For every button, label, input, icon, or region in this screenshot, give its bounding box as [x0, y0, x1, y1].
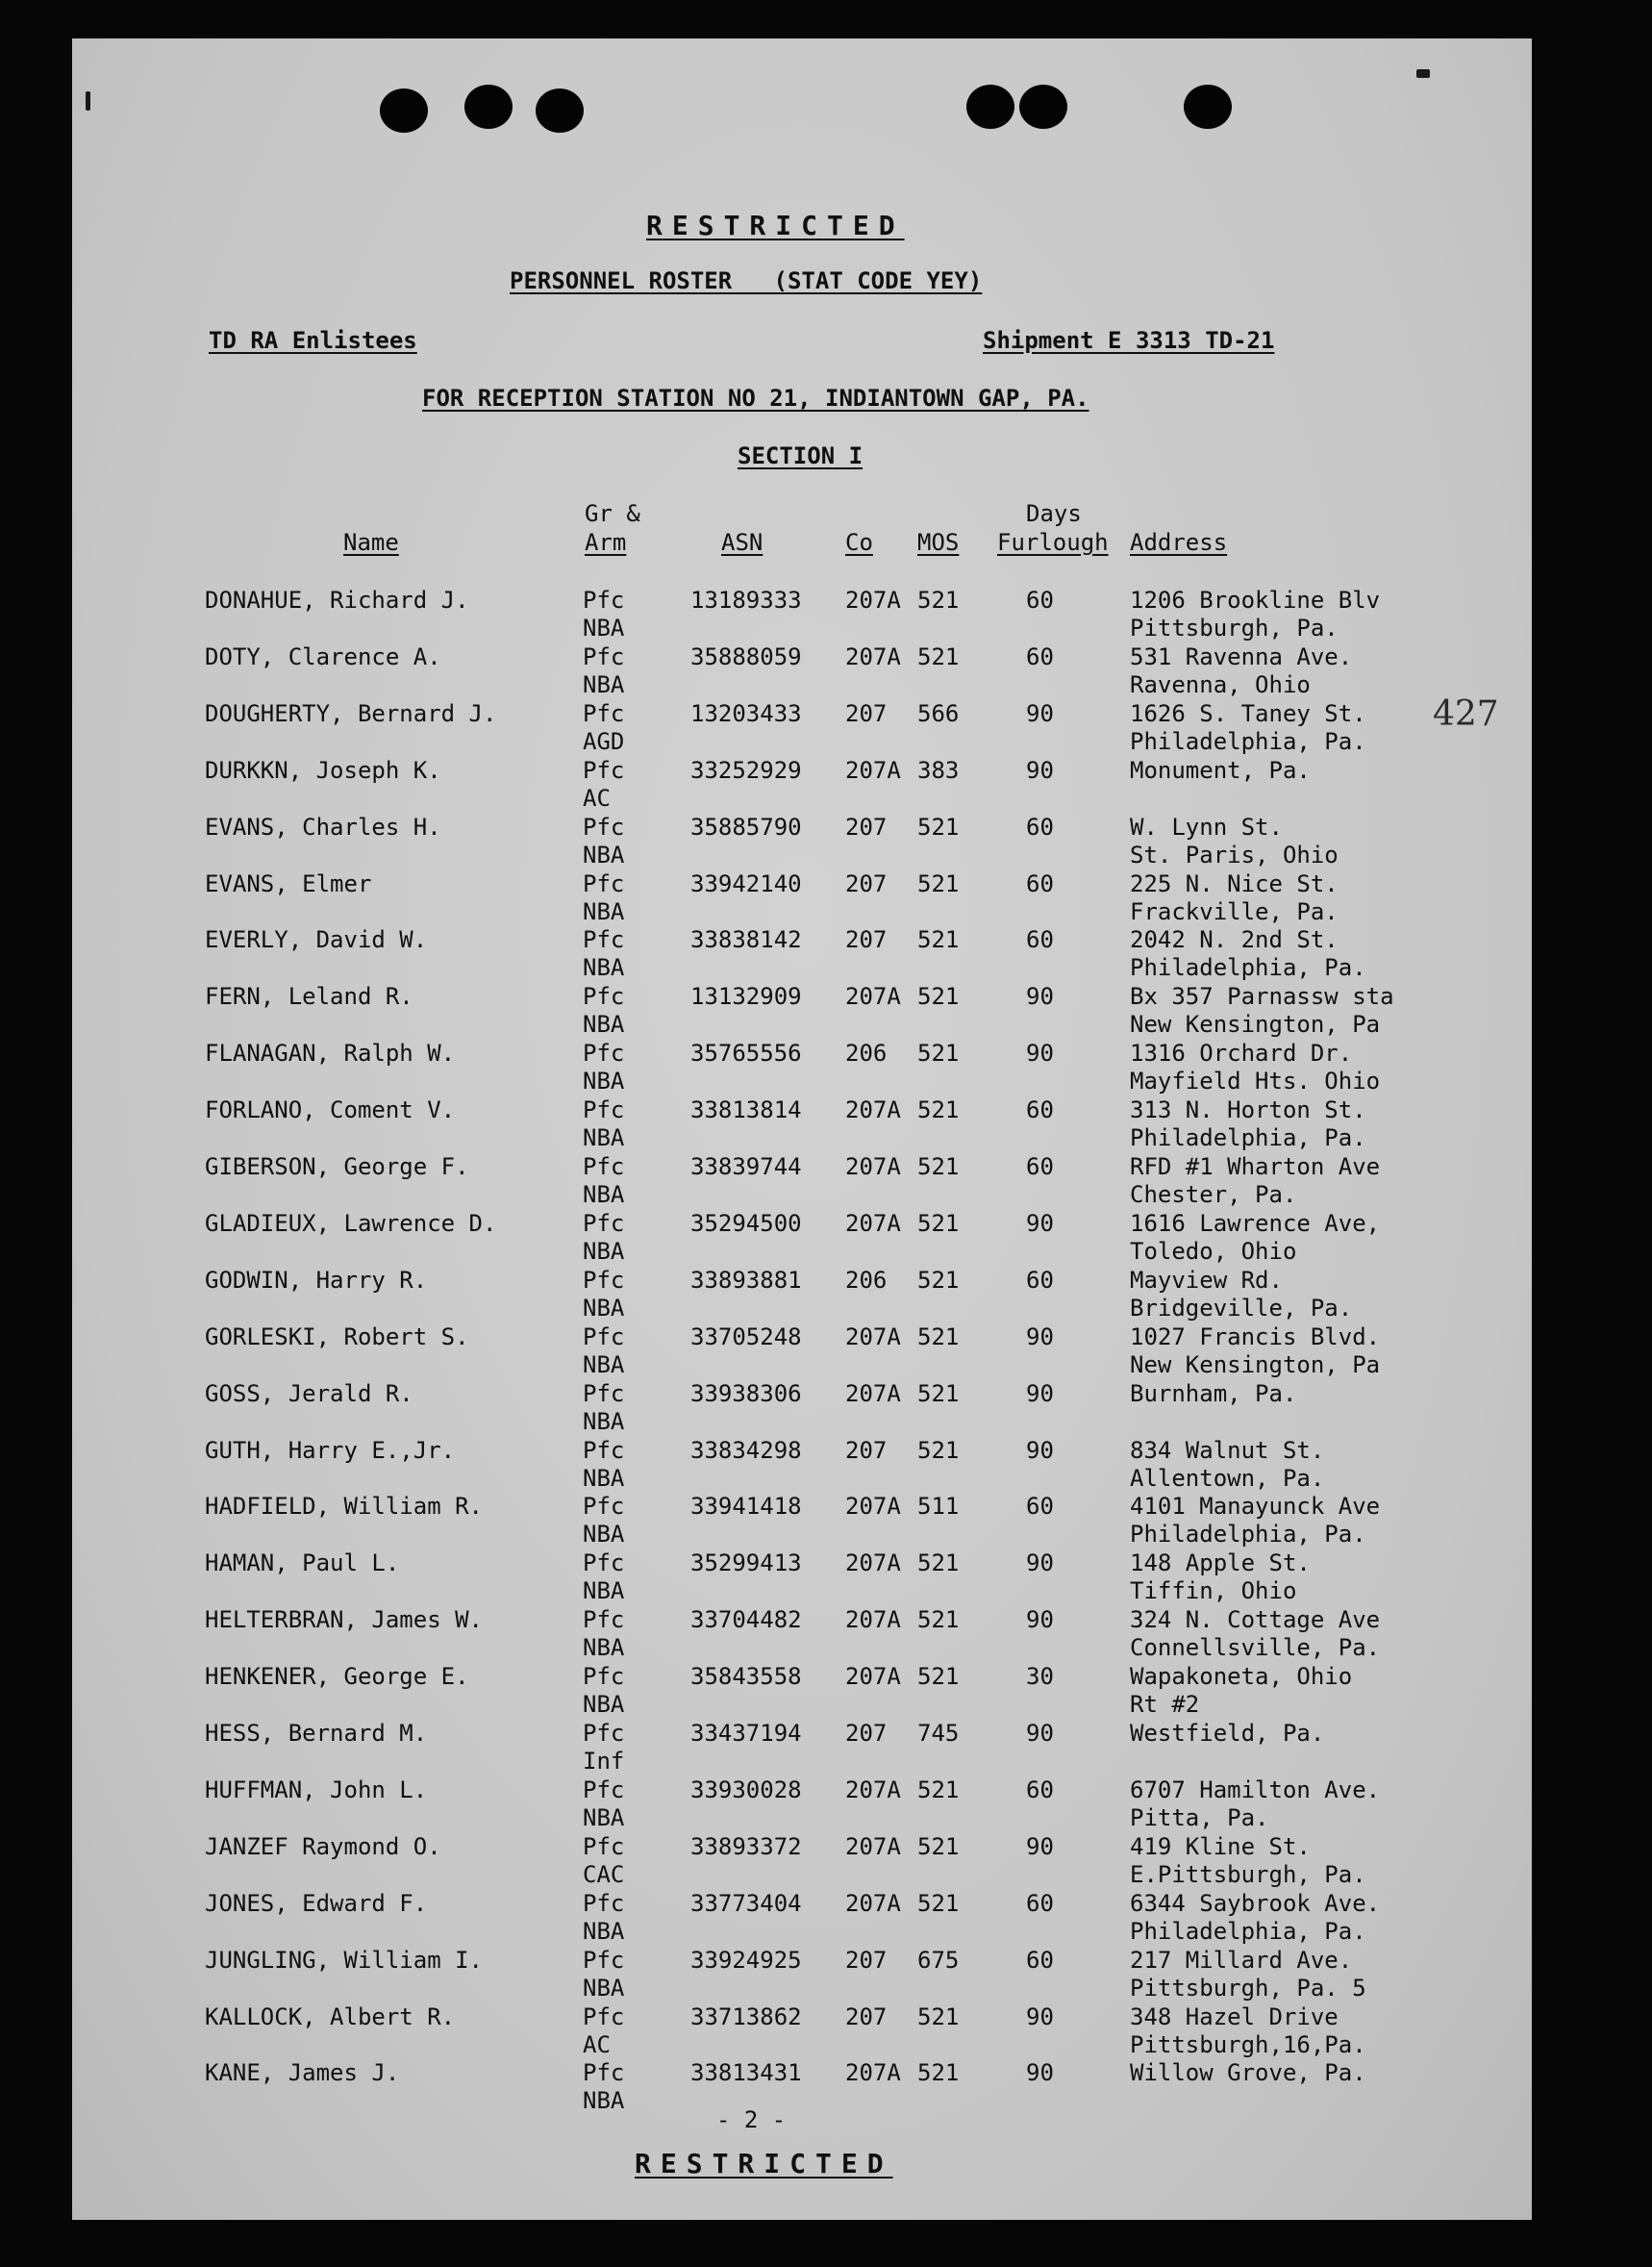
roster-asn: 33437194	[690, 1720, 802, 1747]
roster-mos: 675	[917, 1946, 960, 1974]
roster-furlough-days: 60	[1026, 1493, 1054, 1521]
roster-name: GLADIEUX, Lawrence D.	[205, 1209, 497, 1237]
roster-address-line2: Pittsburgh, Pa. 5	[1130, 1974, 1366, 2002]
roster-grade: Pfc	[583, 1379, 625, 1407]
roster-asn: 35765556	[690, 1040, 802, 1068]
roster-address-line1: Westfield, Pa.	[1130, 1720, 1325, 1747]
table-row	[72, 1720, 1532, 1776]
roster-address-line1: Bx 357 Parnassw sta	[1130, 983, 1394, 1011]
roster-company: 207A	[845, 1606, 901, 1634]
roster-grade: Pfc	[583, 1776, 625, 1803]
roster-name: EVANS, Elmer	[205, 869, 372, 897]
table-row	[72, 1493, 1532, 1549]
roster-arm: CAC	[583, 1860, 625, 1888]
roster-name: GOSS, Jerald R.	[205, 1379, 413, 1407]
col-mos: MOS	[917, 529, 960, 556]
roster-company: 207A	[845, 587, 901, 614]
roster-arm: NBA	[583, 1691, 625, 1719]
roster-address-line2: Philadelphia, Pa.	[1130, 1521, 1366, 1549]
roster-arm: NBA	[583, 1350, 625, 1378]
roster-address-line1: 834 Walnut St.	[1130, 1436, 1325, 1464]
roster-furlough-days: 60	[1026, 869, 1054, 897]
roster-asn: 35294500	[690, 1209, 802, 1237]
roster-furlough-days: 90	[1026, 1040, 1054, 1068]
roster-company: 207	[845, 2003, 888, 2030]
table-row	[72, 1833, 1532, 1890]
roster-address-line2: Pittsburgh, Pa.	[1130, 615, 1339, 642]
roster-address-line2: Philadelphia, Pa.	[1130, 1917, 1366, 1945]
roster-company: 207A	[845, 642, 901, 670]
roster-asn: 35299413	[690, 1549, 802, 1577]
roster-address-line2: Frackville, Pa.	[1130, 897, 1339, 925]
roster-arm: NBA	[583, 1521, 625, 1549]
roster-company: 207A	[845, 1322, 901, 1350]
roster-asn: 33252929	[690, 756, 802, 784]
roster-grade: Pfc	[583, 1096, 625, 1124]
roster-address-line1: 217 Millard Ave.	[1130, 1946, 1353, 1974]
roster-name: FORLANO, Coment V.	[205, 1096, 456, 1124]
roster-grade: Pfc	[583, 1549, 625, 1577]
roster-mos: 521	[917, 1379, 960, 1407]
roster-asn: 33704482	[690, 1606, 802, 1634]
roster-asn: 13203433	[690, 699, 802, 727]
col-arm: Arm	[585, 529, 627, 556]
roster-address-line2: Toledo, Ohio	[1130, 1237, 1297, 1265]
roster-arm: AGD	[583, 727, 625, 755]
roster-mos: 521	[917, 1209, 960, 1237]
table-row	[72, 1947, 1532, 2003]
roster-asn: 33834298	[690, 1436, 802, 1464]
roster-company: 207A	[845, 1663, 901, 1691]
roster-mos: 745	[917, 1720, 960, 1747]
roster-mos: 521	[917, 1832, 960, 1860]
roster-arm: NBA	[583, 1237, 625, 1265]
paper-mark	[1416, 69, 1430, 78]
roster-company: 207A	[845, 1153, 901, 1180]
roster-arm: NBA	[583, 2087, 625, 2115]
table-row	[72, 2059, 1532, 2116]
roster-name: EVERLY, David W.	[205, 926, 428, 954]
roster-furlough-days: 90	[1026, 2059, 1054, 2087]
roster-grade: Pfc	[583, 926, 625, 954]
roster-asn: 33942140	[690, 869, 802, 897]
roster-mos: 521	[917, 1549, 960, 1577]
page-title: RESTRICTED	[646, 210, 905, 241]
roster-furlough-days: 90	[1026, 983, 1054, 1011]
roster-address-line1: Burnham, Pa.	[1130, 1379, 1297, 1407]
roster-address-line1: Monument, Pa.	[1130, 756, 1311, 784]
roster-address-line1: 1616 Lawrence Ave,	[1130, 1209, 1381, 1237]
roster-asn: 35888059	[690, 642, 802, 670]
table-row	[72, 1267, 1532, 1323]
roster-address-line2: Bridgeville, Pa.	[1130, 1294, 1353, 1322]
roster-grade: Pfc	[583, 1832, 625, 1860]
roster-asn: 13132909	[690, 983, 802, 1011]
roster-address-line1: 2042 N. 2nd St.	[1130, 926, 1339, 954]
table-row	[72, 1663, 1532, 1720]
roster-grade: Pfc	[583, 983, 625, 1011]
roster-asn: 33924925	[690, 1946, 802, 1974]
roster-name: GODWIN, Harry R.	[205, 1266, 428, 1294]
roster-company: 207A	[845, 756, 901, 784]
roster-name: HUFFMAN, John L.	[205, 1776, 428, 1803]
table-row	[72, 1890, 1532, 1947]
roster-name: FERN, Leland R.	[205, 983, 413, 1011]
roster-address-line1: 348 Hazel Drive	[1130, 2003, 1339, 2030]
roster-grade: Pfc	[583, 2059, 625, 2087]
roster-grade: Pfc	[583, 756, 625, 784]
roster-furlough-days: 90	[1026, 1606, 1054, 1634]
roster-name: HELTERBRAN, James W.	[205, 1606, 483, 1634]
roster-mos: 521	[917, 813, 960, 841]
roster-name: KALLOCK, Albert R.	[205, 2003, 456, 2030]
roster-name: HADFIELD, William R.	[205, 1493, 483, 1521]
roster-furlough-days: 60	[1026, 587, 1054, 614]
roster-company: 207A	[845, 1379, 901, 1407]
table-row	[72, 870, 1532, 927]
roster-address-line2: Mayfield Hts. Ohio	[1130, 1068, 1381, 1096]
roster-grade: Pfc	[583, 813, 625, 841]
table-row	[72, 1323, 1532, 1380]
roster-grade: Pfc	[583, 1209, 625, 1237]
roster-furlough-days: 60	[1026, 926, 1054, 954]
roster-company: 207A	[845, 1889, 901, 1917]
roster-address-line2: Rt #2	[1130, 1691, 1200, 1719]
roster-arm: NBA	[583, 1803, 625, 1831]
roster-arm: NBA	[583, 1124, 625, 1152]
roster-arm: NBA	[583, 1974, 625, 2002]
roster-grade: Pfc	[583, 1946, 625, 1974]
roster-mos: 521	[917, 1663, 960, 1691]
roster-grade: Pfc	[583, 1040, 625, 1068]
roster-name: KANE, James J.	[205, 2059, 400, 2087]
handwritten-page-number: 427	[1433, 694, 1499, 734]
roster-address-line2: Philadelphia, Pa.	[1130, 1124, 1366, 1152]
roster-name: EVANS, Charles H.	[205, 813, 441, 841]
roster-arm: AC	[583, 2030, 611, 2058]
roster-company: 207	[845, 926, 888, 954]
roster-address-line1: 225 N. Nice St.	[1130, 869, 1339, 897]
roster-address-line1: 148 Apple St.	[1130, 1549, 1311, 1577]
roster-arm: NBA	[583, 897, 625, 925]
roster-furlough-days: 60	[1026, 1266, 1054, 1294]
table-row	[72, 926, 1532, 983]
roster-address-line1: 1027 Francis Blvd.	[1130, 1322, 1381, 1350]
roster-address-line1: 4101 Manayunck Ave	[1130, 1493, 1381, 1521]
roster-mos: 521	[917, 642, 960, 670]
roster-mos: 521	[917, 2003, 960, 2030]
roster-furlough-days: 90	[1026, 1549, 1054, 1577]
table-row	[72, 1549, 1532, 1606]
roster-grade: Pfc	[583, 1606, 625, 1634]
roster-asn: 33813431	[690, 2059, 802, 2087]
roster-furlough-days: 90	[1026, 1832, 1054, 1860]
col-address: Address	[1130, 529, 1228, 556]
roster-company: 206	[845, 1040, 888, 1068]
roster-furlough-days: 90	[1026, 1436, 1054, 1464]
roster-company: 207A	[845, 1832, 901, 1860]
roster-furlough-days: 60	[1026, 1153, 1054, 1180]
roster-mos: 511	[917, 1493, 960, 1521]
roster-address-line1: W. Lynn St.	[1130, 813, 1283, 841]
col-days-top: Days	[1026, 500, 1082, 527]
roster-asn: 35885790	[690, 813, 802, 841]
roster-company: 207A	[845, 1209, 901, 1237]
roster-address-line2: New Kensington, Pa	[1130, 1350, 1381, 1378]
roster-address-line2: Tiffin, Ohio	[1130, 1577, 1297, 1605]
roster-arm: NBA	[583, 1917, 625, 1945]
roster-grade: Pfc	[583, 1322, 625, 1350]
roster-arm: NBA	[583, 954, 625, 982]
roster-company: 207A	[845, 1776, 901, 1803]
roster-furlough-days: 60	[1026, 1889, 1054, 1917]
roster-grade: Pfc	[583, 1266, 625, 1294]
roster-address-line1: 531 Ravenna Ave.	[1130, 642, 1353, 670]
enlistee-group: TD RA Enlistees	[209, 327, 417, 354]
punch-hole-1	[380, 88, 428, 133]
roster-furlough-days: 60	[1026, 1776, 1054, 1803]
roster-asn: 33838142	[690, 926, 802, 954]
roster-grade: Pfc	[583, 699, 625, 727]
roster-mos: 521	[917, 1606, 960, 1634]
roster-address-line1: Mayview Rd.	[1130, 1266, 1283, 1294]
roster-arm: NBA	[583, 1068, 625, 1096]
roster-furlough-days: 90	[1026, 1322, 1054, 1350]
punch-hole-3	[536, 88, 584, 133]
roster-arm: NBA	[583, 1407, 625, 1435]
roster-grade: Pfc	[583, 1889, 625, 1917]
roster-mos: 521	[917, 1776, 960, 1803]
roster-address-line2: Allentown, Pa.	[1130, 1464, 1325, 1492]
roster-grade: Pfc	[583, 1436, 625, 1464]
roster-grade: Pfc	[583, 1153, 625, 1180]
roster-page	[72, 38, 1532, 2220]
roster-address-line1: Wapakoneta, Ohio	[1130, 1663, 1353, 1691]
roster-company: 207	[845, 813, 888, 841]
roster-address-line2: Philadelphia, Pa.	[1130, 954, 1366, 982]
roster-address-line2: Connellsville, Pa.	[1130, 1634, 1381, 1662]
roster-mos: 521	[917, 1322, 960, 1350]
table-row	[72, 1606, 1532, 1663]
roster-heading: PERSONNEL ROSTER (STAT CODE YEY)	[510, 267, 983, 294]
table-row	[72, 1096, 1532, 1153]
col-furlough: Furlough	[997, 529, 1109, 556]
roster-address-line1: 6707 Hamilton Ave.	[1130, 1776, 1381, 1803]
table-row	[72, 1040, 1532, 1096]
roster-asn: 33813814	[690, 1096, 802, 1124]
roster-address-line2: New Kensington, Pa	[1130, 1011, 1381, 1039]
roster-address-line2: St. Paris, Ohio	[1130, 841, 1339, 869]
punch-hole-5	[1019, 85, 1067, 129]
roster-grade: Pfc	[583, 642, 625, 670]
roster-arm: Inf	[583, 1748, 625, 1775]
roster-name: GIBERSON, George F.	[205, 1153, 469, 1180]
roster-company: 207	[845, 1946, 888, 1974]
roster-mos: 521	[917, 1040, 960, 1068]
page-number: - 2 -	[716, 2106, 787, 2133]
col-gr-top: Gr &	[585, 500, 640, 527]
roster-arm: NBA	[583, 1294, 625, 1322]
roster-arm: NBA	[583, 1011, 625, 1039]
roster-grade: Pfc	[583, 2003, 625, 2030]
roster-address-line1: 1626 S. Taney St.	[1130, 699, 1366, 727]
roster-company: 206	[845, 1266, 888, 1294]
roster-asn: 33713862	[690, 2003, 802, 2030]
roster-company: 207	[845, 869, 888, 897]
roster-mos: 566	[917, 699, 960, 727]
roster-name: HAMAN, Paul L.	[205, 1549, 400, 1577]
roster-address-line1: RFD #1 Wharton Ave	[1130, 1153, 1381, 1180]
roster-name: DONAHUE, Richard J.	[205, 587, 469, 614]
table-row	[72, 2003, 1532, 2060]
shipment-number: Shipment E 3313 TD-21	[983, 327, 1275, 354]
roster-name: GUTH, Harry E.,Jr.	[205, 1436, 456, 1464]
roster-mos: 521	[917, 587, 960, 614]
roster-name: HESS, Bernard M.	[205, 1720, 428, 1747]
roster-mos: 521	[917, 1096, 960, 1124]
roster-address-line1: 324 N. Cottage Ave	[1130, 1606, 1381, 1634]
roster-asn: 33893372	[690, 1832, 802, 1860]
roster-mos: 521	[917, 926, 960, 954]
roster-furlough-days: 60	[1026, 1946, 1054, 1974]
roster-address-line2: Ravenna, Ohio	[1130, 670, 1311, 698]
footer-title: RESTRICTED	[635, 2148, 893, 2179]
roster-company: 207	[845, 1720, 888, 1747]
roster-name: FLANAGAN, Ralph W.	[205, 1040, 456, 1068]
table-row	[72, 814, 1532, 870]
roster-furlough-days: 30	[1026, 1663, 1054, 1691]
roster-mos: 521	[917, 1153, 960, 1180]
roster-mos: 521	[917, 1889, 960, 1917]
roster-arm: NBA	[583, 615, 625, 642]
roster-arm: AC	[583, 784, 611, 812]
roster-asn: 33930028	[690, 1776, 802, 1803]
roster-grade: Pfc	[583, 869, 625, 897]
punch-hole-4	[966, 85, 1014, 129]
roster-address-line2: Philadelphia, Pa.	[1130, 727, 1366, 755]
roster-name: DOUGHERTY, Bernard J.	[205, 699, 497, 727]
roster-address-line2: Pitta, Pa.	[1130, 1803, 1269, 1831]
roster-name: HENKENER, George E.	[205, 1663, 469, 1691]
col-asn: ASN	[721, 529, 763, 556]
destination: FOR RECEPTION STATION NO 21, INDIANTOWN GAP, PA.	[422, 385, 1089, 412]
punch-hole-2	[464, 85, 513, 129]
table-row	[72, 757, 1532, 814]
table-row	[72, 1776, 1532, 1833]
roster-furlough-days: 90	[1026, 1209, 1054, 1237]
roster-asn: 33773404	[690, 1889, 802, 1917]
roster-mos: 521	[917, 983, 960, 1011]
roster-arm: NBA	[583, 841, 625, 869]
roster-address-line1: 313 N. Horton St.	[1130, 1096, 1366, 1124]
roster-address-line1: 419 Kline St.	[1130, 1832, 1311, 1860]
roster-grade: Pfc	[583, 1720, 625, 1747]
roster-company: 207A	[845, 1549, 901, 1577]
roster-company: 207A	[845, 1493, 901, 1521]
roster-asn: 35843558	[690, 1663, 802, 1691]
table-row	[72, 983, 1532, 1040]
roster-arm: NBA	[583, 670, 625, 698]
roster-address-line2: E.Pittsburgh, Pa.	[1130, 1860, 1366, 1888]
roster-furlough-days: 60	[1026, 813, 1054, 841]
roster-name: DURKKN, Joseph K.	[205, 756, 441, 784]
roster-asn: 33705248	[690, 1322, 802, 1350]
roster-mos: 521	[917, 1266, 960, 1294]
table-row	[72, 1437, 1532, 1494]
roster-mos: 521	[917, 869, 960, 897]
table-row	[72, 1210, 1532, 1267]
roster-furlough-days: 90	[1026, 1379, 1054, 1407]
table-row	[72, 1380, 1532, 1437]
table-row	[72, 700, 1532, 757]
roster-furlough-days: 90	[1026, 756, 1054, 784]
roster-company: 207	[845, 699, 888, 727]
roster-mos: 383	[917, 756, 960, 784]
roster-company: 207A	[845, 1096, 901, 1124]
col-co: Co	[845, 529, 873, 556]
section-heading: SECTION I	[738, 442, 864, 469]
roster-furlough-days: 90	[1026, 699, 1054, 727]
roster-company: 207A	[845, 2059, 901, 2087]
roster-address-line1: 6344 Saybrook Ave.	[1130, 1889, 1381, 1917]
paper-mark	[86, 91, 90, 111]
roster-arm: NBA	[583, 1577, 625, 1605]
roster-address-line2: Pittsburgh,16,Pa.	[1130, 2030, 1366, 2058]
roster-mos: 521	[917, 2059, 960, 2087]
roster-furlough-days: 60	[1026, 642, 1054, 670]
roster-name: DOTY, Clarence A.	[205, 642, 441, 670]
punch-hole-6	[1184, 85, 1232, 129]
roster-grade: Pfc	[583, 1493, 625, 1521]
roster-company: 207A	[845, 983, 901, 1011]
roster-furlough-days: 90	[1026, 1720, 1054, 1747]
col-name: Name	[343, 529, 399, 556]
table-row	[72, 587, 1532, 643]
table-row	[72, 643, 1532, 700]
roster-grade: Pfc	[583, 587, 625, 614]
roster-asn: 33893881	[690, 1266, 802, 1294]
roster-mos: 521	[917, 1436, 960, 1464]
roster-name: JANZEF Raymond O.	[205, 1832, 441, 1860]
roster-arm: NBA	[583, 1634, 625, 1662]
roster-address-line1: 1316 Orchard Dr.	[1130, 1040, 1353, 1068]
roster-asn: 33839744	[690, 1153, 802, 1180]
roster-asn: 13189333	[690, 587, 802, 614]
roster-company: 207	[845, 1436, 888, 1464]
roster-grade: Pfc	[583, 1663, 625, 1691]
roster-name: JONES, Edward F.	[205, 1889, 428, 1917]
roster-address-line1: Willow Grove, Pa.	[1130, 2059, 1366, 2087]
roster-asn: 33941418	[690, 1493, 802, 1521]
roster-asn: 33938306	[690, 1379, 802, 1407]
roster-name: JUNGLING, William I.	[205, 1946, 483, 1974]
roster-arm: NBA	[583, 1464, 625, 1492]
roster-name: GORLESKI, Robert S.	[205, 1322, 469, 1350]
table-row	[72, 1153, 1532, 1210]
roster-arm: NBA	[583, 1181, 625, 1208]
roster-address-line2: Chester, Pa.	[1130, 1181, 1297, 1208]
roster-furlough-days: 60	[1026, 1096, 1054, 1124]
roster-address-line1: 1206 Brookline Blv	[1130, 587, 1381, 614]
roster-furlough-days: 90	[1026, 2003, 1054, 2030]
